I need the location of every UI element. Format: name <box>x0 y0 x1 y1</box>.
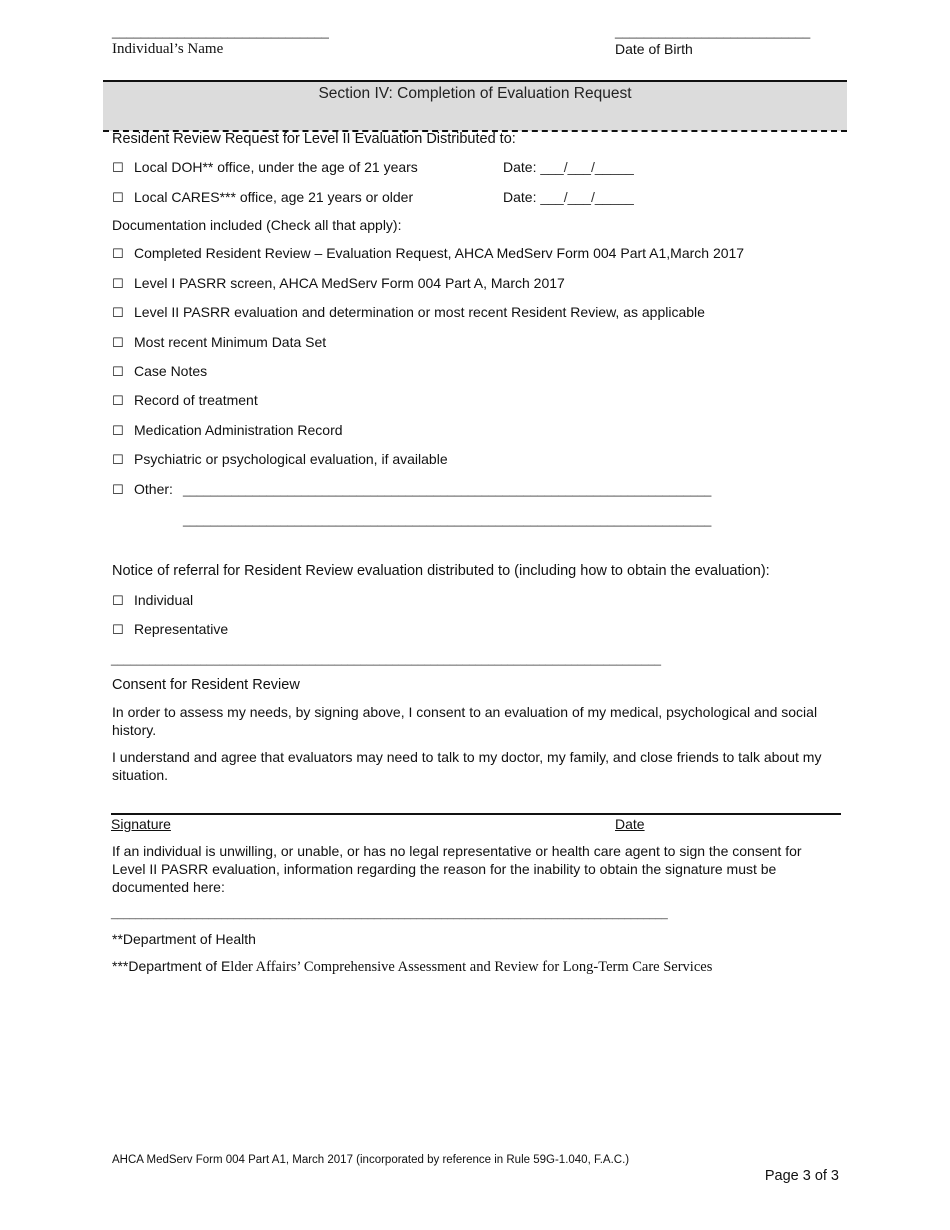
distribution-item-doh[interactable] <box>112 159 418 176</box>
inability-blank[interactable]: ___________________________________________________________________________________________ <box>111 908 668 920</box>
documentation-label: Completed Resident Review – Evaluation Request, AHCA MedServ Form 004 Part A1,March 2017 <box>134 245 745 261</box>
notice-heading: Notice of referral for Resident Review evaluation distributed to (including how to obtain the evaluation): <box>112 563 770 579</box>
date-blank[interactable]: ___/___/_____ <box>540 189 634 205</box>
section-header <box>103 80 847 131</box>
checkbox-icon[interactable]: ☐ <box>112 160 124 175</box>
checkbox-icon[interactable]: ☐ <box>112 364 124 379</box>
documentation-item[interactable] <box>112 334 326 351</box>
footnote-cares-prefix: ***Department of E <box>112 958 231 974</box>
documentation-label: Psychiatric or psychological evaluation, if available <box>134 451 448 467</box>
checkbox-icon[interactable]: ☐ <box>112 622 124 637</box>
other-blank-line-2[interactable]: ____________________________________________________________________________ <box>183 513 712 527</box>
inability-instructions: If an individual is unwilling, or unable, or has no legal representative or health care agent to sign the consent for Level II PASRR evaluation, information regarding the reason for the inability to obtain the signature must be documented here: <box>112 843 802 895</box>
documentation-item[interactable] <box>112 275 565 292</box>
form-reference: AHCA MedServ Form 004 Part A1, March 2017 (incorporated by reference in Rule 59G-1.040, F.A.C.) <box>112 1154 630 1166</box>
checkbox-icon[interactable]: ☐ <box>112 393 124 408</box>
other-label: Other: <box>134 481 173 497</box>
date-label: Date: <box>503 159 537 175</box>
date-of-birth-label: Date of Birth <box>615 41 693 57</box>
distribution-heading: Resident Review Request for Level II Evaluation Distributed to: <box>112 131 516 147</box>
other-blank-line-1[interactable]: ____________________________________________________________________________ <box>183 483 712 497</box>
documentation-label: Level II PASRR evaluation and determination or most recent Resident Review, as applicable <box>134 304 705 320</box>
date-blank[interactable]: ___/___/_____ <box>540 159 634 175</box>
individual-name-blank[interactable]: ______________________________ <box>112 24 329 39</box>
consent-heading: Consent for Resident Review <box>112 677 300 693</box>
documentation-heading: Documentation included (Check all that apply): <box>112 217 402 233</box>
checkbox-icon[interactable]: ☐ <box>112 335 124 350</box>
documentation-label: Medication Administration Record <box>134 422 343 438</box>
date-of-birth-blank[interactable]: ___________________________ <box>615 24 811 39</box>
signature-date-label: Date <box>615 816 645 832</box>
date-label: Date: <box>503 189 537 205</box>
checkbox-icon[interactable]: ☐ <box>112 276 124 291</box>
checkbox-icon[interactable]: ☐ <box>112 423 124 438</box>
page-number: Page 3 of 3 <box>764 1168 839 1184</box>
documentation-item[interactable] <box>112 245 744 262</box>
checkbox-icon[interactable]: ☐ <box>112 593 124 608</box>
distribution-date-doh[interactable] <box>503 159 634 175</box>
documentation-label: Most recent Minimum Data Set <box>134 334 327 350</box>
documentation-label: Case Notes <box>134 363 208 379</box>
checkbox-icon[interactable]: ☐ <box>112 452 124 467</box>
section-title: Section IV: Completion of Evaluation Request <box>318 85 632 102</box>
footnote-cares-rest: lder Affairs’ Comprehensive Assessment and Review for Long-Term Care Services <box>230 959 713 975</box>
footnote-cares <box>112 958 712 976</box>
notice-item-individual[interactable] <box>112 592 193 609</box>
documentation-label: Level I PASRR screen, AHCA MedServ Form 004 Part A, March 2017 <box>134 275 565 291</box>
documentation-other[interactable] <box>112 481 173 498</box>
documentation-item[interactable] <box>112 422 343 439</box>
checkbox-icon[interactable]: ☐ <box>112 190 124 205</box>
notice-divider: ______________________________________________________________________________________ <box>111 654 662 666</box>
distribution-item-cares[interactable] <box>112 189 413 206</box>
documentation-item[interactable] <box>112 363 207 380</box>
distribution-label: Local CARES*** office, age 21 years or older <box>134 189 414 205</box>
documentation-label: Record of treatment <box>134 392 258 408</box>
documentation-item[interactable] <box>112 392 258 409</box>
checkbox-icon[interactable]: ☐ <box>112 246 124 261</box>
footnote-doh: **Department of Health <box>112 931 256 947</box>
notice-label: Individual <box>134 592 194 608</box>
notice-label: Representative <box>134 621 229 637</box>
signature-line[interactable] <box>111 813 841 815</box>
signature-label: Signature <box>111 816 171 832</box>
documentation-item[interactable] <box>112 451 448 468</box>
consent-paragraph-2: I understand and agree that evaluators may need to talk to my doctor, my family, and close friends to talk about my situation. <box>112 749 822 783</box>
distribution-date-cares[interactable] <box>503 189 634 205</box>
individual-name-label: Individual’s Name <box>112 41 224 57</box>
documentation-item[interactable] <box>112 304 705 321</box>
distribution-label: Local DOH** office, under the age of 21 years <box>134 159 418 175</box>
notice-item-representative[interactable] <box>112 621 228 638</box>
consent-paragraph-1: In order to assess my needs, by signing above, I consent to an evaluation of my medical, psychological and social history. <box>112 704 818 738</box>
checkbox-icon[interactable]: ☐ <box>112 482 124 497</box>
checkbox-icon[interactable]: ☐ <box>112 305 124 320</box>
